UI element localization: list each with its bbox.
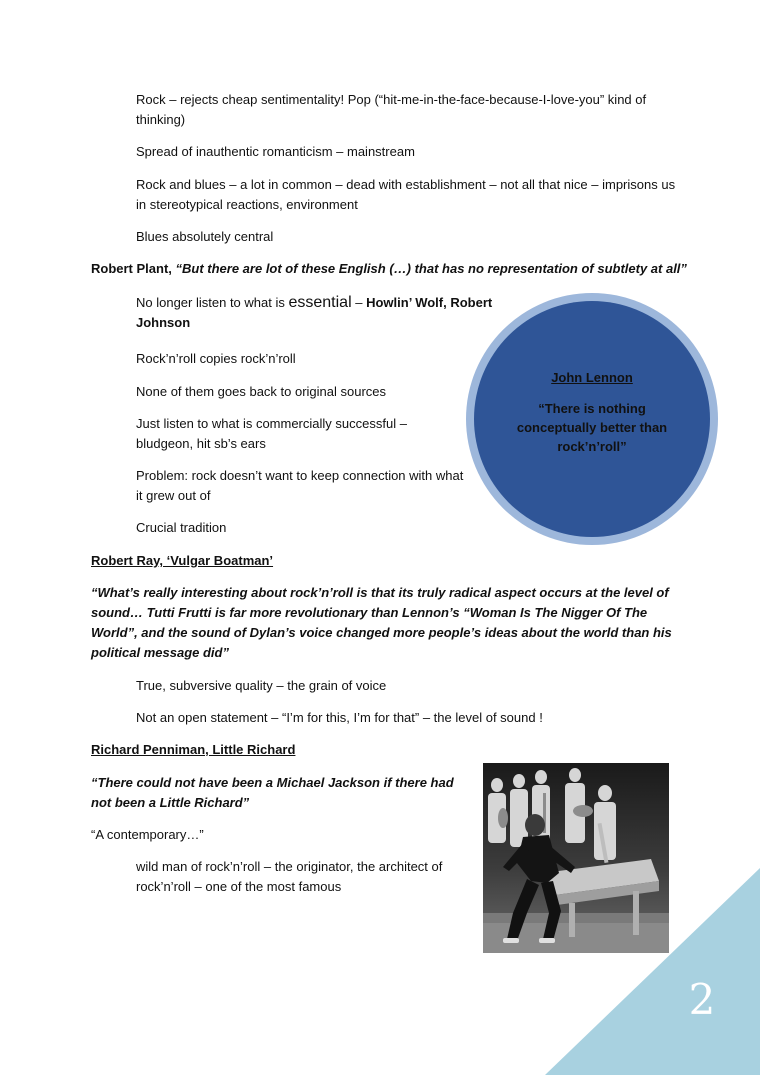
lennon-quote: “There is nothing conceptually better than rock’n’roll” bbox=[516, 401, 668, 454]
plant-quote: “But there are lot of these English (…) that has no representation of subtlety at all” bbox=[175, 261, 687, 276]
note-problem-connection: Problem: rock doesn’t want to keep connection with what it grew out of bbox=[136, 468, 464, 503]
note-wild-man: wild man of rock’n’roll – the originator, the architect of rock’n’roll – one of the most famous bbox=[136, 859, 443, 894]
note-original-sources: None of them goes back to original sources bbox=[136, 384, 387, 399]
ray-heading: Robert Ray, ‘Vulgar Boatman’ bbox=[91, 553, 274, 568]
essential-suffix: – bbox=[351, 295, 367, 310]
note-grain-of-voice: True, subversive quality – the grain of voice bbox=[136, 678, 387, 693]
page-number: 2 bbox=[688, 975, 716, 1024]
essential-names: Howlin’ Wolf, Robert Johnson bbox=[136, 295, 493, 330]
note-commercially-successful: Just listen to what is commercially successful – bludgeon, hit sb’s ears bbox=[136, 416, 407, 451]
note-blues-central: Blues absolutely central bbox=[136, 229, 274, 244]
note-rock-and-blues: Rock and blues – a lot in common – dead with establishment – not all that nice – imprisons us in stereotypical reactions, environment bbox=[136, 177, 676, 212]
note-crucial-tradition: Crucial tradition bbox=[136, 520, 227, 535]
essential-word: essential bbox=[288, 294, 352, 311]
note-copies: Rock’n’roll copies rock’n’roll bbox=[136, 351, 296, 366]
note-rock-sentimentality: Rock – rejects cheap sentimentality! Pop (“hit-me-in-the-face-because-I-love-you” kind of thinking) bbox=[136, 92, 647, 127]
plant-name: Robert Plant, bbox=[91, 261, 176, 276]
penniman-heading: Richard Penniman, Little Richard bbox=[91, 742, 296, 757]
penniman-quote: “There could not have been a Michael Jackson if there had not been a Little Richard” bbox=[91, 775, 454, 810]
note-open-statement: Not an open statement – “I’m for this, I’m for that” – the level of sound ! bbox=[136, 710, 543, 725]
penniman-contemporary: “A contemporary…” bbox=[91, 827, 204, 842]
ray-quote: “What’s really interesting about rock’n’roll is that its truly radical aspect occurs at the level of sound… Tutti Frutti is far more revolutionary than Lennon’s “Woman Is The Nigger Of The World”, and the sound of Dylan’s voice changed more people’s ideas about the world than his political message did” bbox=[91, 585, 672, 660]
note-essential bbox=[136, 293, 496, 333]
essential-prefix: No longer listen to what is bbox=[136, 295, 289, 310]
corner-triangle-decoration bbox=[545, 868, 760, 1075]
lennon-callout-text bbox=[500, 368, 684, 456]
lennon-name: John Lennon bbox=[551, 370, 633, 385]
note-inauthentic-romanticism: Spread of inauthentic romanticism – mainstream bbox=[136, 144, 415, 159]
plant-heading bbox=[91, 259, 691, 279]
